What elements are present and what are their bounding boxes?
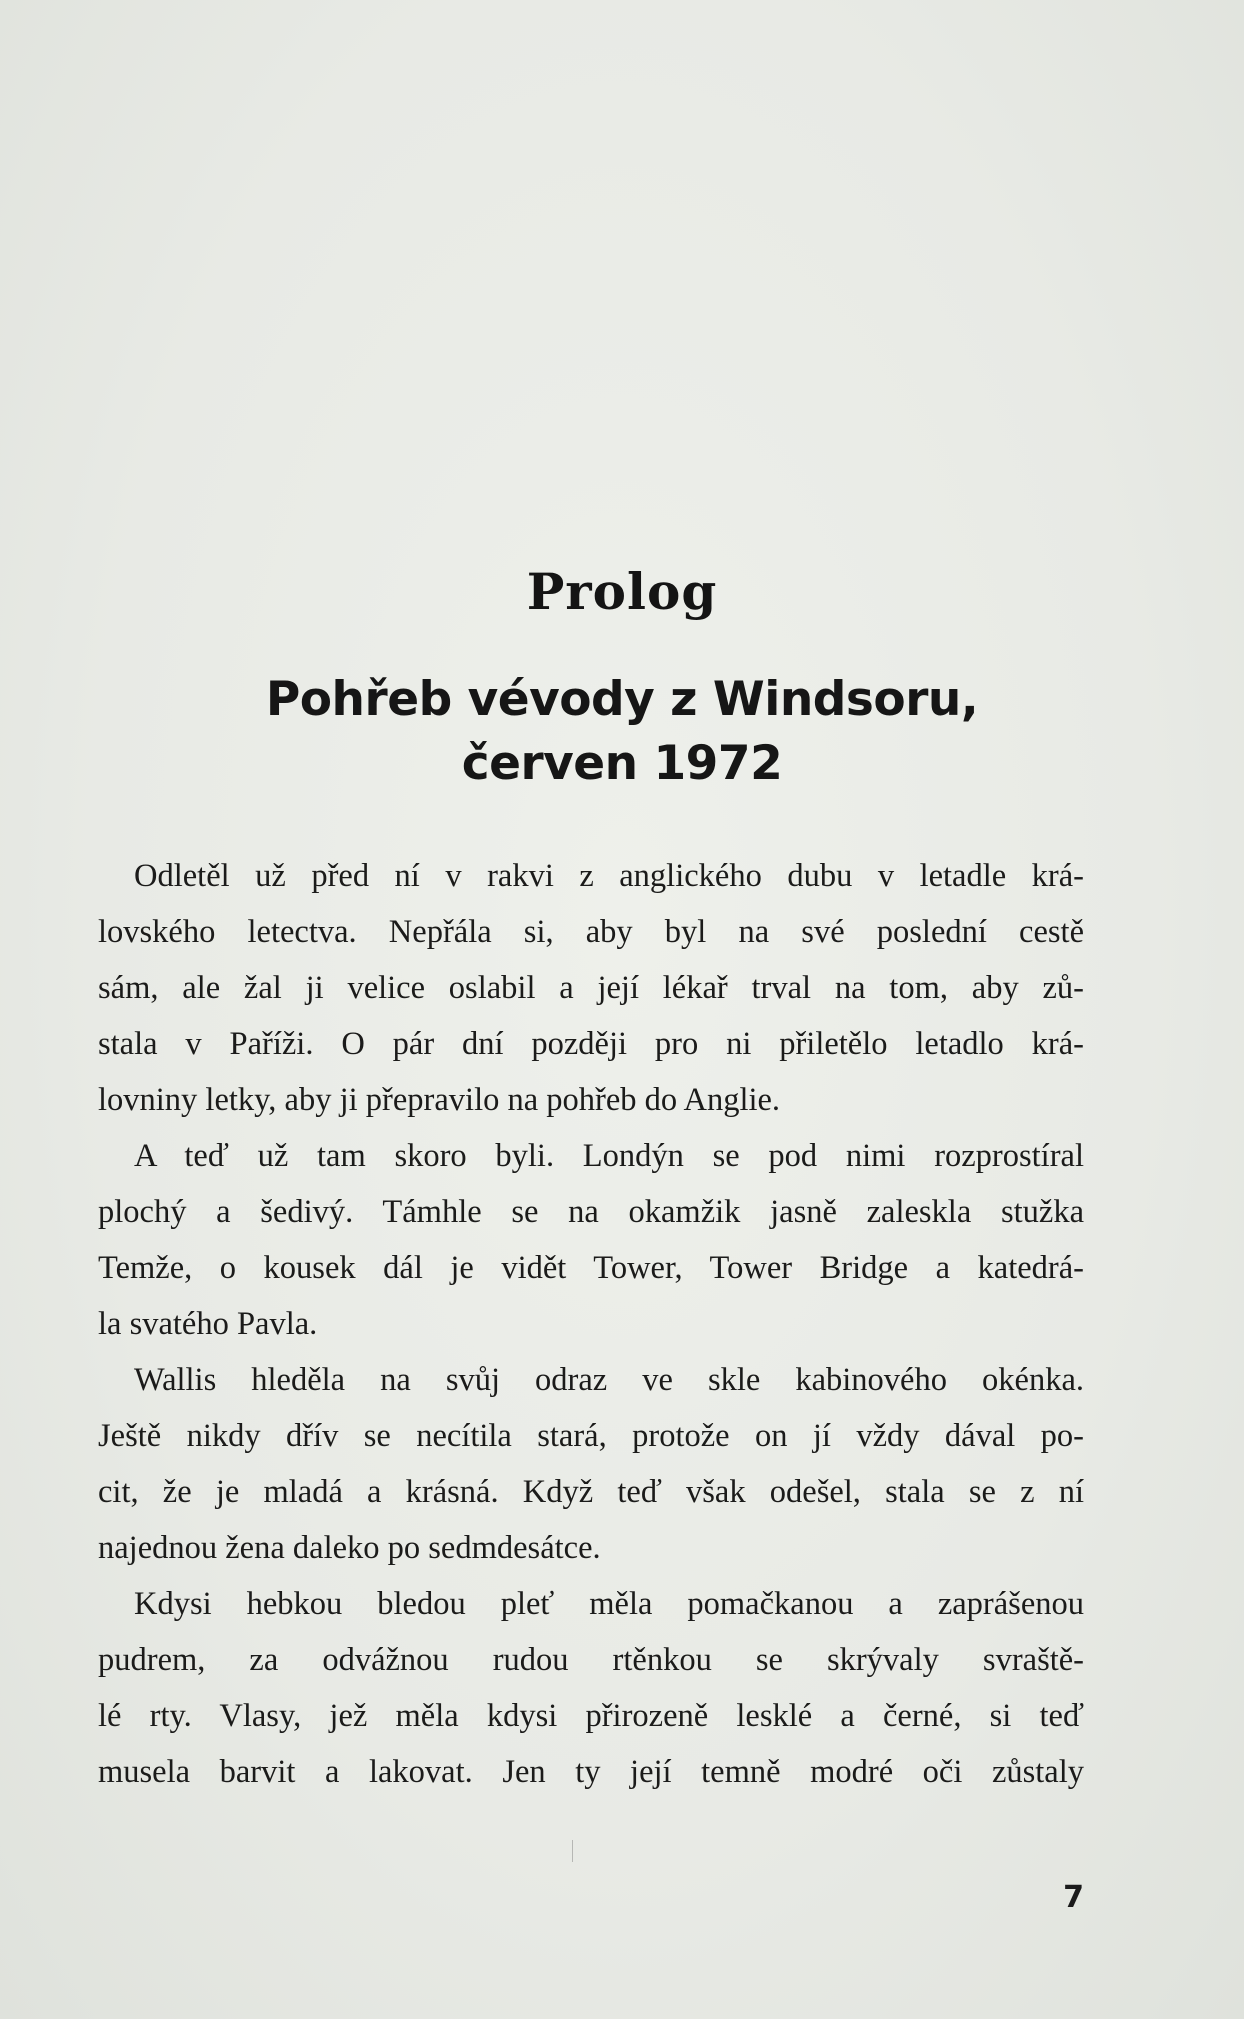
page-number: 7 [1063, 1880, 1084, 1915]
paragraph-2 [98, 1128, 1084, 1352]
page-mark [572, 1840, 573, 1862]
text-line: stala v Paříži. O pár dní později pro ni přiletělo letadlo krá- [98, 1026, 1084, 1062]
paragraph-3 [98, 1352, 1084, 1576]
text-line: plochý a šedivý. Támhle se na okamžik jasně zaleskla stužka [98, 1194, 1084, 1230]
text-line: la svatého Pavla. [98, 1306, 318, 1342]
text-line: musela barvit a lakovat. Jen ty její temně modré oči zůstaly [98, 1754, 1084, 1790]
chapter-title-line-1: Pohřeb vévody z Windsoru, [265, 672, 979, 727]
text-line: lovniny letky, aby ji přepravilo na pohřeb do Anglie. [98, 1082, 781, 1118]
chapter-title [0, 668, 1244, 796]
paragraph-1 [98, 848, 1084, 1128]
text-line: lé rty. Vlasy, jež měla kdysi přirozeně lesklé a černé, si teď [98, 1698, 1084, 1734]
text-line: najednou žena daleko po sedmdesátce. [98, 1530, 601, 1566]
text-line: Kdysi hebkou bledou pleť měla pomačkanou a zaprášenou [134, 1586, 1084, 1622]
paragraph-4 [98, 1576, 1084, 1800]
text-line: Wallis hleděla na svůj odraz ve skle kabinového okénka. [134, 1362, 1084, 1398]
text-line: cit, že je mladá a krásná. Když teď však odešel, stala se z ní [98, 1474, 1084, 1510]
section-heading: Prolog [526, 562, 718, 621]
text-line: Temže, o kousek dál je vidět Tower, Tower Bridge a katedrá- [98, 1250, 1084, 1286]
text-line: Odletěl už před ní v rakvi z anglického dubu v letadle krá- [134, 858, 1084, 894]
text-line: Ještě nikdy dřív se necítila stará, protože on jí vždy dával po- [98, 1418, 1084, 1454]
text-line: sám, ale žal ji velice oslabil a její lékař trval na tom, aby zů- [98, 970, 1084, 1006]
body-text [98, 848, 1084, 1800]
text-line: pudrem, za odvážnou rudou rtěnkou se skrývaly svraště- [98, 1642, 1084, 1678]
chapter-title-line-2: červen 1972 [461, 736, 783, 791]
text-line: A teď už tam skoro byli. Londýn se pod nimi rozprostíral [134, 1138, 1084, 1174]
text-line: lovského letectva. Nepřála si, aby byl na své poslední cestě [98, 914, 1084, 950]
